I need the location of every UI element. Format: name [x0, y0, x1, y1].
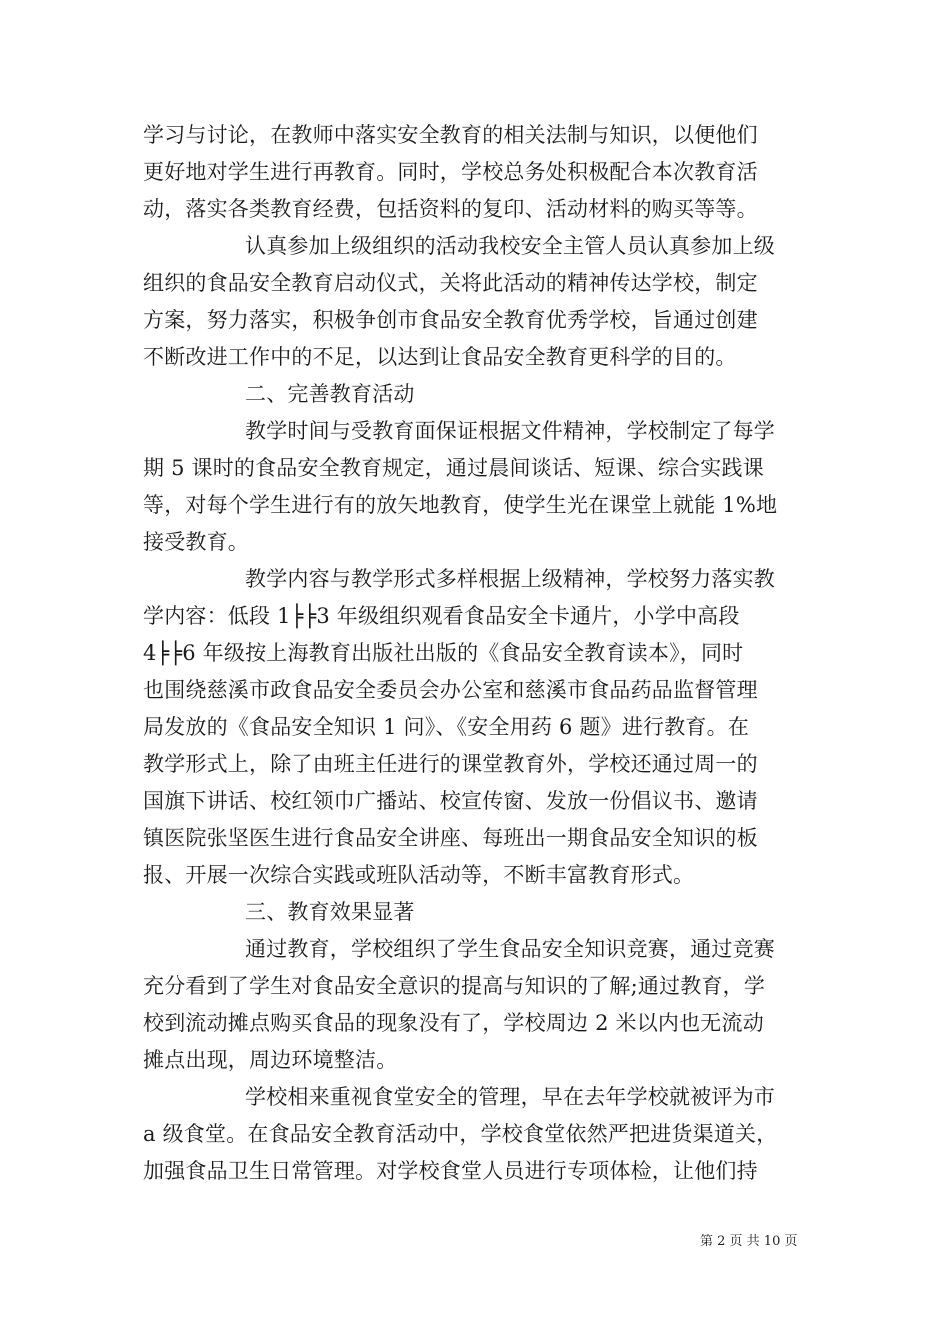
text-line: 更好地对学生进行再教育。同时，学校总务处积极配合本次教育活 [143, 160, 758, 184]
text-line: 报、开展一次综合实践或班队活动等，不断丰富教育形式。 [143, 863, 695, 887]
paragraph-start-line: 教学时间与受教育面保证根据文件精神，学校制定了每学 [245, 419, 775, 443]
paragraph-start-line: 通过教育，学校组织了学生食品安全知识竞赛，通过竞赛 [245, 937, 775, 961]
text-line: 等，对每个学生进行有的放矢地教育，使学生光在课堂上就能 1%地 [143, 493, 778, 517]
text-line: 方案，努力落实，积极争创市食品安全教育优秀学校，旨通过创建 [143, 308, 758, 332]
text-line: 校到流动摊点购买食品的现象没有了，学校周边 2 米以内也无流动 [143, 1011, 764, 1035]
text-line: 不断改进工作中的不足，以达到让食品安全教育更科学的目的。 [143, 345, 737, 369]
page-number: 第 2 页 共 10 页 [700, 1234, 798, 1249]
text-line: a 级食堂。在食品安全教育活动中，学校食堂依然严把进货渠道关， [143, 1122, 778, 1146]
text-line: 教学形式上，除了由班主任进行的课堂教育外，学校还通过周一的 [143, 752, 758, 776]
text-line: 动，落实各类教育经费，包括资料的复印、活动材料的购买等等。 [143, 197, 758, 221]
text-line: 接受教育。 [143, 530, 249, 554]
text-line: 充分看到了学生对食品安全意识的提高与知识的了解;通过教育，学 [143, 974, 766, 998]
paragraph-start-line: 认真参加上级组织的活动我校安全主管人员认真参加上级 [245, 234, 775, 258]
text-line: 局发放的《食品安全知识 1 问》、《安全用药 6 题》进行教育。在 [143, 715, 750, 739]
text-line: 期 5 课时的食品安全教育规定，通过晨间谈话、短课、综合实践课 [143, 456, 764, 480]
text-line: 国旗下讲话、校红领巾广播站、校宣传窗、发放一份倡议书、邀请 [143, 789, 758, 813]
paragraph-start-line: 教学内容与教学形式多样根据上级精神，学校努力落实教 [245, 567, 775, 591]
section-heading: 三、教育效果显著 [245, 900, 415, 924]
text-line: 学内容：低段 1╞╞3 年级组织观看食品安全卡通片，小学中高段 [143, 604, 740, 628]
text-line: 镇医院张坚医生进行食品安全讲座、每班出一期食品安全知识的板 [143, 826, 758, 850]
text-line: 组织的食品安全教育启动仪式，关将此活动的精神传达学校，制定 [143, 271, 758, 295]
text-line: 也围绕慈溪市政食品安全委员会办公室和慈溪市食品药品监督管理 [143, 678, 758, 702]
text-line: 学习与讨论，在教师中落实安全教育的相关法制与知识，以便他们 [143, 123, 758, 147]
text-line: 加强食品卫生日常管理。对学校食堂人员进行专项体检，让他们持 [143, 1159, 758, 1183]
text-line: 4╞╞6 年级按上海教育出版社出版的《食品安全教育读本》，同时 [143, 641, 744, 665]
paragraph-start-line: 学校相来重视食堂安全的管理，早在去年学校就被评为市 [245, 1085, 775, 1109]
section-heading: 二、完善教育活动 [245, 382, 415, 406]
text-line: 摊点出现，周边环境整洁。 [143, 1048, 398, 1072]
